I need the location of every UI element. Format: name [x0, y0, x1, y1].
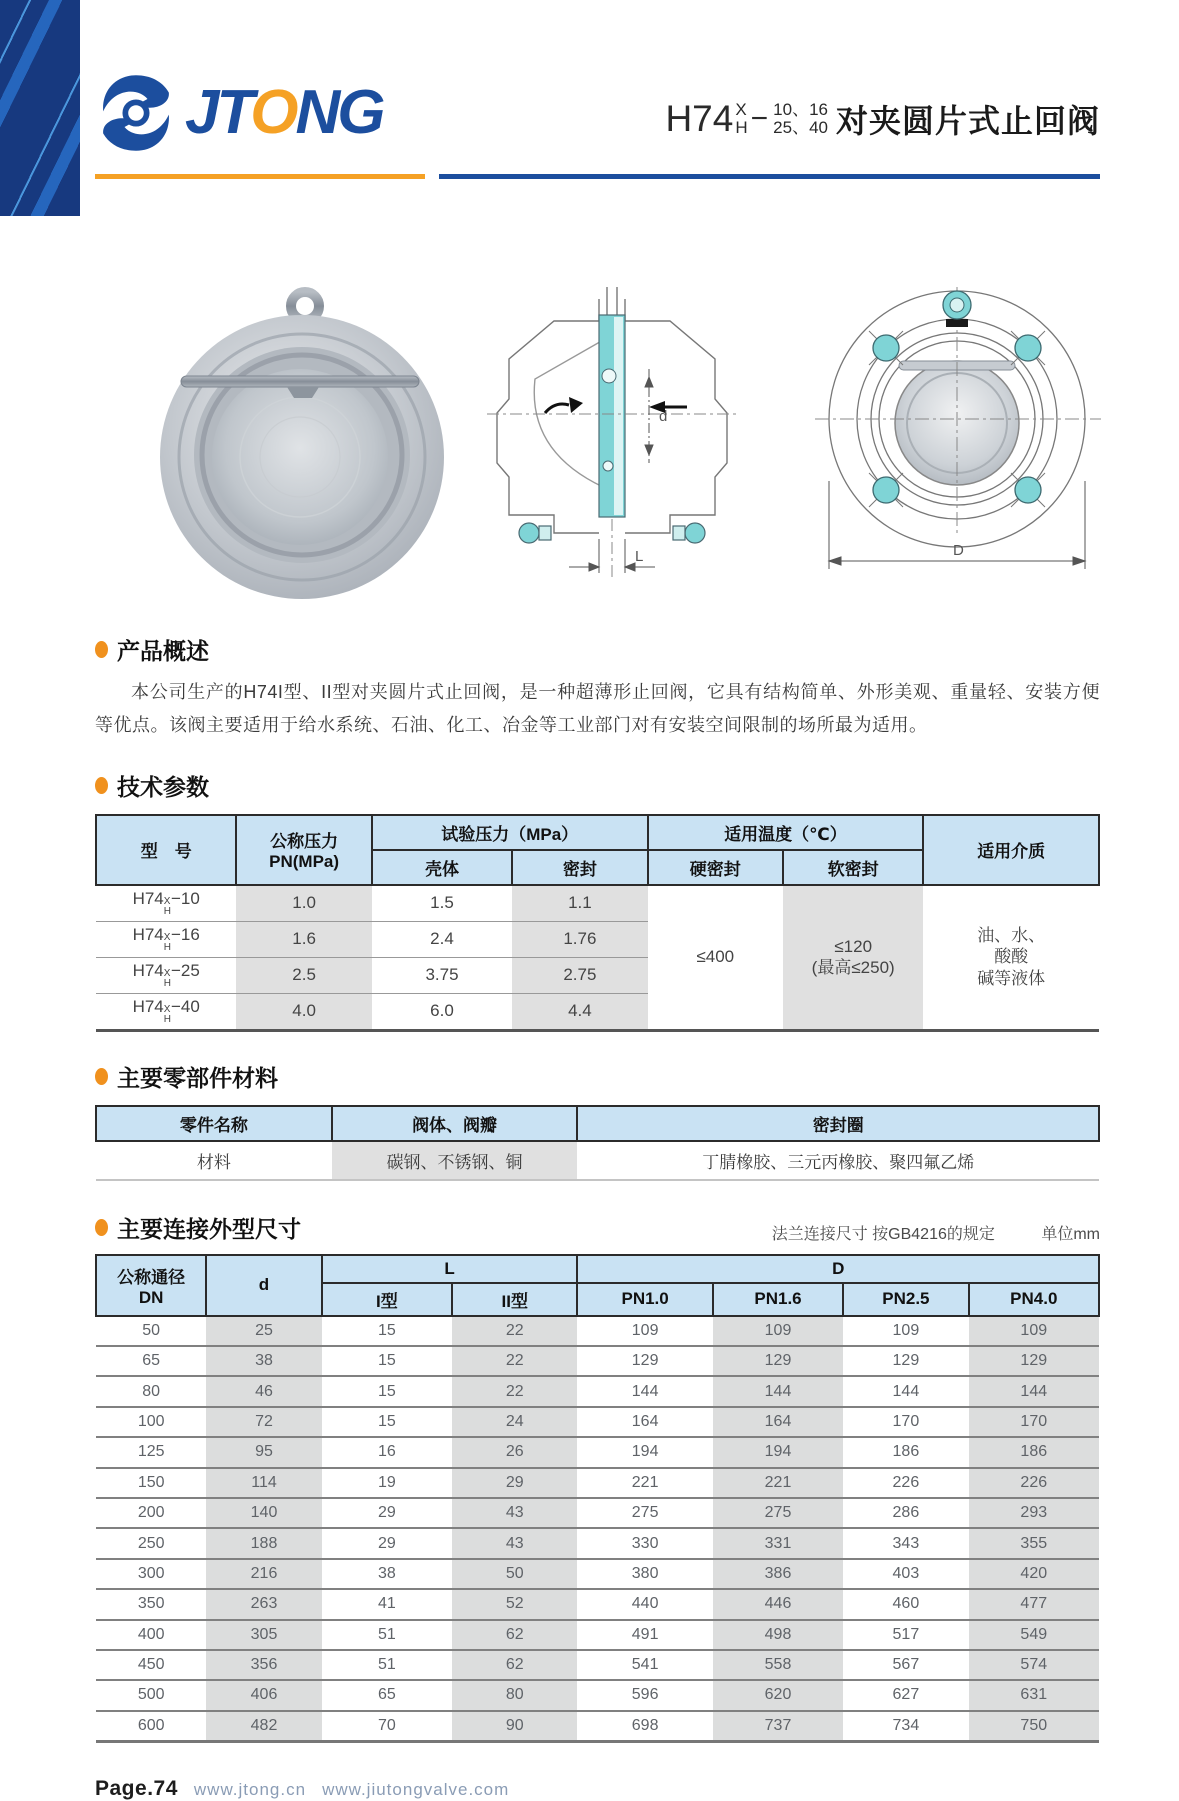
dimension-cell: 65 [322, 1680, 452, 1710]
page-header [95, 0, 1100, 168]
dimension-row [96, 1620, 1099, 1650]
hard-seal-temp-cell: ≤400 [696, 947, 735, 967]
dimension-row [96, 1437, 1099, 1467]
dimension-cell: 62 [452, 1620, 577, 1650]
title-pn-top: 10、16 [773, 100, 828, 120]
dimension-cell: 100 [96, 1407, 206, 1437]
dimension-cell: 200 [96, 1498, 206, 1528]
dimension-cell: 275 [713, 1498, 843, 1528]
dimension-row [96, 1711, 1099, 1742]
dimension-cell: 263 [206, 1589, 321, 1619]
header-rule-gap [425, 174, 439, 179]
dimension-cell: 355 [969, 1528, 1099, 1558]
dimension-cell: 114 [206, 1468, 321, 1498]
dimension-cell: 331 [713, 1528, 843, 1558]
dimension-cell: 129 [577, 1346, 712, 1376]
orange-bullet-icon [95, 641, 108, 658]
dimension-cell: 164 [713, 1407, 843, 1437]
dimension-cell: 482 [206, 1711, 321, 1742]
dimension-cell: 627 [843, 1680, 968, 1710]
dimension-row [96, 1346, 1099, 1376]
corner-stripes-decoration [0, 0, 80, 216]
dimension-cell: 22 [452, 1346, 577, 1376]
page-title [665, 96, 1100, 142]
unit-note: 单位mm [1041, 1225, 1100, 1243]
dimension-row [96, 1468, 1099, 1498]
seal-materials-cell: 丁腈橡胶、三元丙橡胶、聚四氟乙烯 [702, 1152, 975, 1172]
tech-params-table [95, 814, 1100, 1032]
col-header-part-name: 零件名称 [96, 1106, 332, 1141]
overview-heading-text: 产品概述 [117, 638, 209, 664]
dimension-cell: 144 [843, 1376, 968, 1406]
col-header-temperature: 适用温度（℃） [648, 815, 924, 850]
valve-section-drawing [487, 281, 739, 581]
dimension-cell: 129 [713, 1346, 843, 1376]
title-product-name: 对夹圆片式止回阀 [835, 103, 1100, 139]
materials-table [95, 1105, 1100, 1181]
dimension-cell: 109 [577, 1316, 712, 1346]
dimension-cell: 343 [843, 1528, 968, 1558]
dimension-cell: 491 [577, 1620, 712, 1650]
shell-cell: 1.5 [430, 893, 454, 913]
dimensions-note [772, 1221, 1100, 1244]
dimension-cell: 22 [452, 1316, 577, 1346]
dimension-label-l: L [635, 548, 644, 565]
dimension-cell: 750 [969, 1711, 1099, 1742]
body-materials-cell: 碳钢、不锈钢、铜 [332, 1141, 578, 1180]
dimension-cell: 29 [322, 1528, 452, 1558]
model-cell: H74 X H −16 [96, 921, 236, 957]
title-pn-bottom: 25、40 [773, 118, 828, 137]
orange-bullet-icon [95, 1219, 108, 1236]
dimension-cell: 517 [843, 1620, 968, 1650]
tech-row [96, 885, 1099, 922]
model-cell: H74 X H −40 [96, 993, 236, 1030]
dimension-cell: 250 [96, 1528, 206, 1558]
shell-cell: 2.4 [372, 921, 512, 957]
dimension-cell: 15 [322, 1346, 452, 1376]
model-cell: H74 X H −25 [96, 957, 236, 993]
dimension-label-d: d [659, 408, 668, 425]
pn-cell: 1.6 [236, 921, 371, 957]
dimension-cell: 450 [96, 1650, 206, 1680]
dimension-cell: 380 [577, 1559, 712, 1589]
dimension-cell: 15 [322, 1376, 452, 1406]
dimension-cell: 286 [843, 1498, 968, 1528]
title-model: H74 [665, 98, 734, 139]
dimension-cell: 24 [452, 1407, 577, 1437]
dimension-row [96, 1407, 1099, 1437]
dimension-cell: 72 [206, 1407, 321, 1437]
dimension-cell: 50 [452, 1559, 577, 1589]
pn-cell: 2.5 [236, 957, 371, 993]
col-header-hard-seal: 硬密封 [648, 850, 783, 885]
dimension-row [96, 1316, 1099, 1346]
dimensions-table [95, 1254, 1100, 1743]
dimension-cell: 596 [577, 1680, 712, 1710]
dimension-cell: 50 [96, 1316, 206, 1346]
dimension-cell: 70 [322, 1711, 452, 1742]
col-header-d-group: D [577, 1255, 1099, 1283]
valve-front-drawing [797, 281, 1119, 581]
dimension-cell: 305 [206, 1620, 321, 1650]
dimensions-heading [95, 1211, 301, 1244]
dimension-cell: 52 [452, 1589, 577, 1619]
footer-url-2: www.jiutongvalve.com [322, 1780, 510, 1800]
dimension-cell: 216 [206, 1559, 321, 1589]
seal-cell: 1.1 [512, 885, 647, 922]
col-header-l-group: L [322, 1255, 578, 1283]
dimension-cell: 403 [843, 1559, 968, 1589]
header-rule [95, 174, 1100, 179]
dimension-cell: 567 [843, 1650, 968, 1680]
logo-jt: JT [185, 78, 251, 147]
dimension-cell: 129 [843, 1346, 968, 1376]
dimension-cell: 19 [322, 1468, 452, 1498]
dimension-cell: 734 [843, 1711, 968, 1742]
dimension-cell: 109 [843, 1316, 968, 1346]
materials-section [95, 1060, 1100, 1181]
title-pn-stack [773, 101, 828, 137]
col-header-d: d [206, 1255, 321, 1316]
dimension-row [96, 1650, 1099, 1680]
dimension-cell: 188 [206, 1528, 321, 1558]
tech-params-heading-text: 技术参数 [117, 773, 209, 800]
title-variant-h: H [735, 118, 748, 137]
col-header-pn-line2: PN(MPa) [269, 852, 340, 872]
col-header-medium: 适用介质 [923, 815, 1099, 885]
col-header-pn-line1: 公称压力 [270, 832, 339, 852]
model-cell: H74 X H −10 [132, 888, 200, 918]
dimension-cell: 15 [322, 1407, 452, 1437]
dimension-cell: 80 [96, 1376, 206, 1406]
title-variant-x: X [735, 100, 747, 120]
dimension-row [96, 1528, 1099, 1558]
dimension-cell: 22 [452, 1376, 577, 1406]
dimension-cell: 194 [713, 1437, 843, 1467]
pn-cell: 1.0 [236, 885, 371, 922]
orange-bullet-icon [95, 1068, 108, 1085]
pn-cell: 4.0 [236, 993, 371, 1030]
dimension-cell: 400 [96, 1620, 206, 1650]
dimension-cell: 41 [322, 1589, 452, 1619]
dimension-cell: 541 [577, 1650, 712, 1680]
col-header-seal-ring: 密封圈 [577, 1106, 1099, 1141]
dimension-row [96, 1680, 1099, 1710]
dimension-cell: 500 [96, 1680, 206, 1710]
dimension-cell: 144 [969, 1376, 1099, 1406]
col-header-dn-line2: DN [138, 1287, 164, 1307]
dimension-row [96, 1559, 1099, 1589]
dimension-cell: 406 [206, 1680, 321, 1710]
dimension-cell: 16 [322, 1437, 452, 1467]
dimension-row [96, 1498, 1099, 1528]
dimension-cell: 144 [577, 1376, 712, 1406]
dimension-cell: 90 [452, 1711, 577, 1742]
col-header-pn [236, 815, 371, 885]
dimension-cell: 498 [713, 1620, 843, 1650]
dimension-cell: 25 [206, 1316, 321, 1346]
dimension-cell: 43 [452, 1498, 577, 1528]
dimension-cell: 631 [969, 1680, 1099, 1710]
dimension-cell: 737 [713, 1711, 843, 1742]
overview-section [95, 633, 1100, 743]
dimension-cell: 300 [96, 1559, 206, 1589]
col-header-pn16: PN1.6 [713, 1283, 843, 1316]
dimension-cell: 221 [577, 1468, 712, 1498]
dimension-cell: 574 [969, 1650, 1099, 1680]
retainer-bar [181, 376, 419, 387]
dimension-cell: 293 [969, 1498, 1099, 1528]
dimension-cell: 600 [96, 1711, 206, 1742]
logo-o: O [250, 78, 296, 147]
dimension-cell: 446 [713, 1589, 843, 1619]
materials-row [96, 1141, 1099, 1180]
dimension-cell: 558 [713, 1650, 843, 1680]
title-variant-stack [735, 101, 747, 137]
col-header-pn25: PN2.5 [843, 1283, 968, 1316]
valve-photo [137, 275, 467, 603]
dimension-cell: 350 [96, 1589, 206, 1619]
dimension-cell: 186 [969, 1437, 1099, 1467]
dimension-cell: 43 [452, 1528, 577, 1558]
shell-cell: 3.75 [372, 957, 512, 993]
dimension-cell: 144 [713, 1376, 843, 1406]
col-header-seal: 密封 [512, 850, 647, 885]
col-header-dn-line1: 公称通径 [117, 1267, 186, 1287]
dimension-cell: 109 [969, 1316, 1099, 1346]
seal-cell: 2.75 [512, 957, 647, 993]
tech-params-heading [95, 769, 1100, 802]
dimension-row [96, 1589, 1099, 1619]
dimension-cell: 386 [713, 1559, 843, 1589]
col-header-model: 型 号 [96, 815, 236, 885]
figures-row [95, 275, 1100, 607]
page-number: Page.74 [95, 1777, 178, 1801]
dimension-cell: 170 [843, 1407, 968, 1437]
dimension-cell: 275 [577, 1498, 712, 1528]
dimension-cell: 150 [96, 1468, 206, 1498]
overview-paragraph: 本公司生产的H74I型、II型对夹圆片式止回阀，是一种超薄形止回阀，它具有结构简单、外形美观、重量轻、安装方便等优点。该阀主要适用于给水系统、石油、化工、冶金等工业部门对有安装空间限制的场所最为适用。 [95, 682, 1100, 736]
material-label-cell: 材料 [196, 1152, 231, 1172]
logo-swirl-icon [95, 70, 177, 156]
dimension-cell: 129 [969, 1346, 1099, 1376]
seal-cell: 4.4 [512, 993, 647, 1030]
header-rule-orange [95, 174, 425, 179]
dimension-cell: 226 [969, 1468, 1099, 1498]
dimension-cell: 194 [577, 1437, 712, 1467]
company-logo [95, 70, 382, 156]
dimension-cell: 549 [969, 1620, 1099, 1650]
dimension-cell: 440 [577, 1589, 712, 1619]
page-footer [95, 1777, 1100, 1801]
header-rule-blue [439, 174, 1100, 179]
materials-heading-text: 主要零部件材料 [117, 1064, 278, 1091]
dimension-cell: 95 [206, 1437, 321, 1467]
seal-cell: 1.76 [512, 921, 647, 957]
col-header-dn [96, 1255, 206, 1316]
dimensions-heading-text: 主要连接外型尺寸 [117, 1215, 301, 1242]
medium-cell: 油、水、 酸酸 碱等液体 [977, 926, 1046, 988]
col-header-type1: I型 [322, 1283, 452, 1316]
dimension-cell: 356 [206, 1650, 321, 1680]
shell-cell: 6.0 [372, 993, 512, 1030]
dimension-cell: 460 [843, 1589, 968, 1619]
footer-url-1: www.jtong.cn [193, 1780, 307, 1800]
dimension-cell: 164 [577, 1407, 712, 1437]
col-header-soft-seal: 软密封 [783, 850, 923, 885]
dimension-cell: 29 [322, 1498, 452, 1528]
dimension-cell: 140 [206, 1498, 321, 1528]
dimension-cell: 109 [713, 1316, 843, 1346]
dimension-cell: 62 [452, 1650, 577, 1680]
dimension-cell: 51 [322, 1620, 452, 1650]
overview-heading [95, 633, 1100, 666]
title-dash: − [750, 102, 769, 135]
dimension-cell: 29 [452, 1468, 577, 1498]
logo-ng: NG [295, 78, 383, 147]
soft-seal-temp-cell: ≤120 (最高≤250) [783, 885, 923, 1031]
logo-wordmark [185, 70, 382, 156]
col-header-shell: 壳体 [372, 850, 512, 885]
dimension-cell: 38 [322, 1559, 452, 1589]
col-header-type2: II型 [452, 1283, 577, 1316]
dimension-cell: 170 [969, 1407, 1099, 1437]
dimension-cell: 330 [577, 1528, 712, 1558]
materials-heading [95, 1060, 1100, 1093]
dimension-row [96, 1376, 1099, 1406]
col-header-pn10: PN1.0 [577, 1283, 712, 1316]
dimension-cell: 620 [713, 1680, 843, 1710]
dimension-cell: 221 [713, 1468, 843, 1498]
dimension-cell: 38 [206, 1346, 321, 1376]
dimension-cell: 51 [322, 1650, 452, 1680]
col-header-test-pressure: 试验压力（MPa） [372, 815, 648, 850]
dimension-label-big-d: D [953, 542, 964, 559]
dimension-cell: 80 [452, 1680, 577, 1710]
orange-bullet-icon [95, 777, 108, 794]
dimension-cell: 186 [843, 1437, 968, 1467]
col-header-body-disc: 阀体、阀瓣 [332, 1106, 578, 1141]
dimensions-section [95, 1211, 1100, 1743]
dimension-cell: 46 [206, 1376, 321, 1406]
dimension-cell: 26 [452, 1437, 577, 1467]
dimension-cell: 65 [96, 1346, 206, 1376]
dimension-cell: 698 [577, 1711, 712, 1742]
dimension-cell: 226 [843, 1468, 968, 1498]
dimension-cell: 477 [969, 1589, 1099, 1619]
col-header-pn40: PN4.0 [969, 1283, 1099, 1316]
flange-standard-note: 法兰连接尺寸 按GB4216的规定 [771, 1225, 995, 1243]
dimension-cell: 15 [322, 1316, 452, 1346]
dimension-cell: 125 [96, 1437, 206, 1467]
dimension-cell: 420 [969, 1559, 1099, 1589]
tech-params-section [95, 769, 1100, 1032]
